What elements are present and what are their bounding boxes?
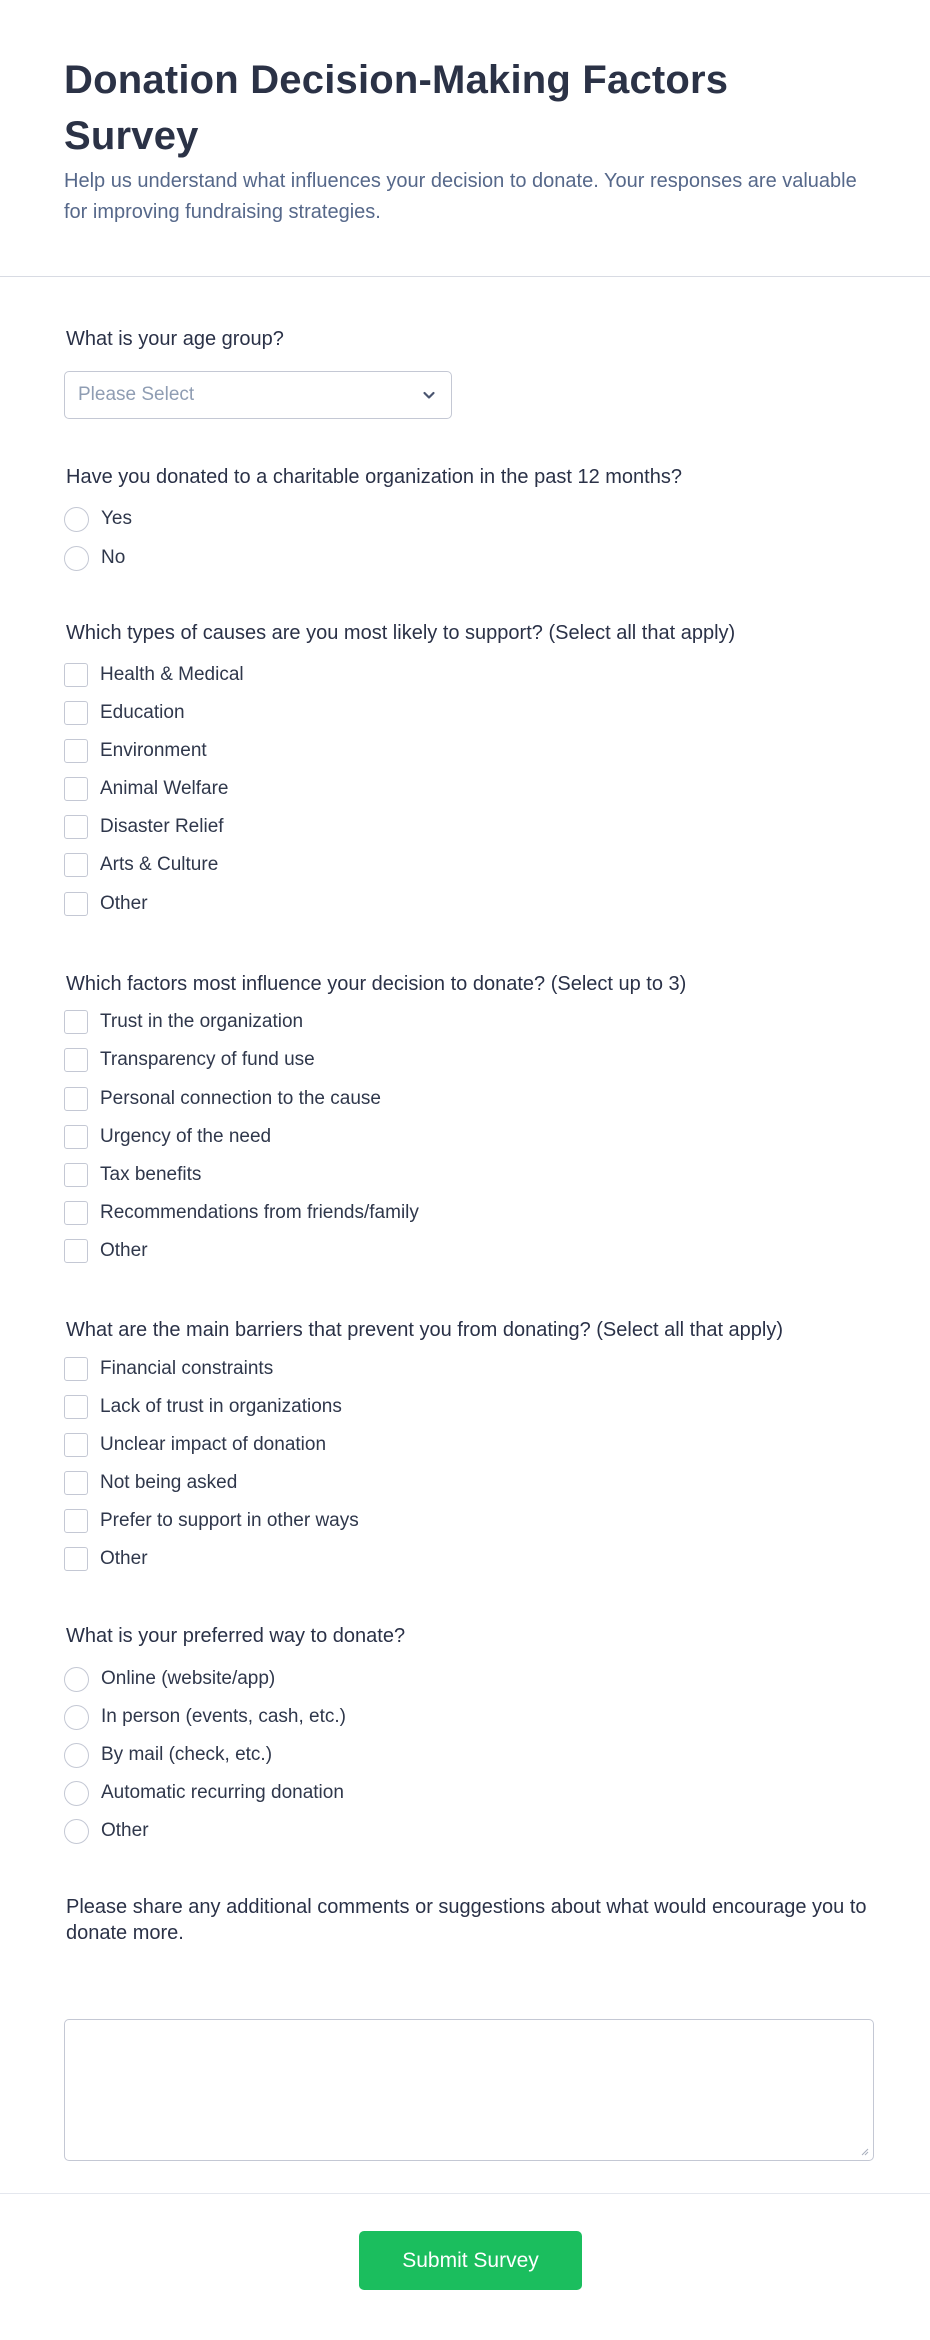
option-label: Education bbox=[100, 702, 185, 723]
option-label: Other bbox=[100, 1548, 148, 1569]
checkbox[interactable] bbox=[64, 1087, 88, 1111]
option-label: Urgency of the need bbox=[100, 1126, 272, 1147]
radio-option-no[interactable] bbox=[64, 545, 125, 571]
question-label: Which types of causes are you most likely to support? (Select all that apply) bbox=[66, 622, 736, 644]
survey-header bbox=[0, 0, 930, 277]
checkbox-option[interactable] bbox=[64, 891, 148, 917]
comments-textarea[interactable] bbox=[64, 2019, 874, 2161]
question-label: What are the main barriers that prevent you from donating? (Select all that apply) bbox=[66, 1319, 784, 1341]
checkbox[interactable] bbox=[64, 1163, 88, 1187]
question-barriers bbox=[64, 1317, 874, 1343]
question-label: Which factors most influence your decision to donate? (Select up to 3) bbox=[66, 973, 687, 995]
page-subtitle: Help us understand what influences your decision to donate. Your responses are valuable for improving fundraising strategies. bbox=[64, 170, 857, 223]
option-label: Automatic recurring donation bbox=[101, 1782, 344, 1803]
option-label: Arts & Culture bbox=[100, 854, 219, 875]
question-age bbox=[64, 326, 874, 352]
question-label: What is your age group? bbox=[66, 328, 284, 350]
checkbox[interactable] bbox=[64, 777, 88, 801]
checkbox-option[interactable] bbox=[64, 1009, 303, 1035]
chevron-down-icon bbox=[421, 387, 437, 403]
checkbox-option[interactable] bbox=[64, 700, 185, 726]
question-comments bbox=[64, 1894, 874, 1946]
option-label: Other bbox=[100, 893, 148, 914]
option-label: By mail (check, etc.) bbox=[101, 1744, 273, 1765]
radio-option[interactable] bbox=[64, 1780, 344, 1806]
question-label: Please share any additional comments or suggestions about what would encourage you to donate more. bbox=[66, 1896, 867, 1944]
checkbox-option[interactable] bbox=[64, 776, 228, 802]
checkbox[interactable] bbox=[64, 1048, 88, 1072]
checkbox[interactable] bbox=[64, 1395, 88, 1419]
option-label: Personal connection to the cause bbox=[100, 1088, 381, 1109]
radio-button[interactable] bbox=[64, 1819, 89, 1844]
option-label: Trust in the organization bbox=[100, 1011, 304, 1032]
page-title: Donation Decision-Making Factors Survey bbox=[64, 58, 729, 158]
question-factors bbox=[64, 971, 874, 997]
option-label: Financial constraints bbox=[100, 1358, 274, 1379]
option-label: Not being asked bbox=[100, 1472, 238, 1493]
checkbox-option[interactable] bbox=[64, 1047, 315, 1073]
resize-grip-icon[interactable] bbox=[861, 2148, 869, 2156]
radio-button[interactable] bbox=[64, 1781, 89, 1806]
checkbox[interactable] bbox=[64, 1201, 88, 1225]
checkbox-option[interactable] bbox=[64, 852, 218, 878]
question-preferred bbox=[64, 1623, 874, 1649]
checkbox-option[interactable] bbox=[64, 1200, 419, 1226]
option-label: Recommendations from friends/family bbox=[100, 1202, 419, 1223]
option-label: Transparency of fund use bbox=[100, 1049, 315, 1070]
radio-button[interactable] bbox=[64, 507, 89, 532]
checkbox[interactable] bbox=[64, 1471, 88, 1495]
checkbox-option[interactable] bbox=[64, 1356, 273, 1382]
option-label: In person (events, cash, etc.) bbox=[101, 1706, 347, 1727]
checkbox-option[interactable] bbox=[64, 1394, 342, 1420]
checkbox-option[interactable] bbox=[64, 1238, 148, 1264]
radio-option[interactable] bbox=[64, 1666, 275, 1692]
checkbox[interactable] bbox=[64, 1547, 88, 1571]
checkbox[interactable] bbox=[64, 701, 88, 725]
checkbox-option[interactable] bbox=[64, 1124, 271, 1150]
checkbox-option[interactable] bbox=[64, 1508, 359, 1534]
radio-option[interactable] bbox=[64, 1818, 149, 1844]
submit-survey-button[interactable]: Submit Survey bbox=[359, 2231, 582, 2290]
age-group-select[interactable] bbox=[64, 371, 452, 419]
option-label: Animal Welfare bbox=[100, 778, 229, 799]
checkbox-option[interactable] bbox=[64, 1470, 237, 1496]
radio-option[interactable] bbox=[64, 1742, 272, 1768]
radio-button[interactable] bbox=[64, 1743, 89, 1768]
option-label: Prefer to support in other ways bbox=[100, 1510, 359, 1531]
checkbox[interactable] bbox=[64, 1239, 88, 1263]
question-label: What is your preferred way to donate? bbox=[66, 1625, 406, 1647]
checkbox[interactable] bbox=[64, 892, 88, 916]
radio-option-yes[interactable] bbox=[64, 506, 132, 532]
checkbox[interactable] bbox=[64, 815, 88, 839]
radio-button[interactable] bbox=[64, 1705, 89, 1730]
checkbox[interactable] bbox=[64, 1010, 88, 1034]
question-label: Have you donated to a charitable organization in the past 12 months? bbox=[66, 466, 682, 488]
checkbox[interactable] bbox=[64, 1509, 88, 1533]
option-label: Other bbox=[101, 1820, 149, 1841]
option-label: No bbox=[101, 547, 126, 568]
option-label: Disaster Relief bbox=[100, 816, 224, 837]
radio-button[interactable] bbox=[64, 546, 89, 571]
checkbox[interactable] bbox=[64, 1125, 88, 1149]
checkbox-option[interactable] bbox=[64, 1546, 148, 1572]
radio-option[interactable] bbox=[64, 1704, 346, 1730]
option-label: Tax benefits bbox=[100, 1164, 202, 1185]
question-donated bbox=[64, 464, 874, 490]
option-label: Unclear impact of donation bbox=[100, 1434, 327, 1455]
checkbox[interactable] bbox=[64, 853, 88, 877]
checkbox-option[interactable] bbox=[64, 662, 244, 688]
question-causes bbox=[64, 620, 874, 646]
option-label: Yes bbox=[101, 508, 132, 529]
checkbox[interactable] bbox=[64, 1357, 88, 1381]
footer-divider bbox=[0, 2193, 930, 2194]
checkbox-option[interactable] bbox=[64, 1432, 326, 1458]
option-label: Online (website/app) bbox=[101, 1668, 276, 1689]
checkbox[interactable] bbox=[64, 1433, 88, 1457]
option-label: Environment bbox=[100, 740, 207, 761]
radio-button[interactable] bbox=[64, 1667, 89, 1692]
checkbox-option[interactable] bbox=[64, 1162, 201, 1188]
option-label: Other bbox=[100, 1240, 148, 1261]
checkbox[interactable] bbox=[64, 739, 88, 763]
option-label: Lack of trust in organizations bbox=[100, 1396, 342, 1417]
checkbox[interactable] bbox=[64, 663, 88, 687]
checkbox-option[interactable] bbox=[64, 814, 224, 840]
checkbox-option[interactable] bbox=[64, 1086, 381, 1112]
select-placeholder: Please Select bbox=[78, 384, 195, 405]
checkbox-option[interactable] bbox=[64, 738, 207, 764]
survey-form bbox=[0, 277, 930, 2340]
option-label: Health & Medical bbox=[100, 664, 244, 685]
